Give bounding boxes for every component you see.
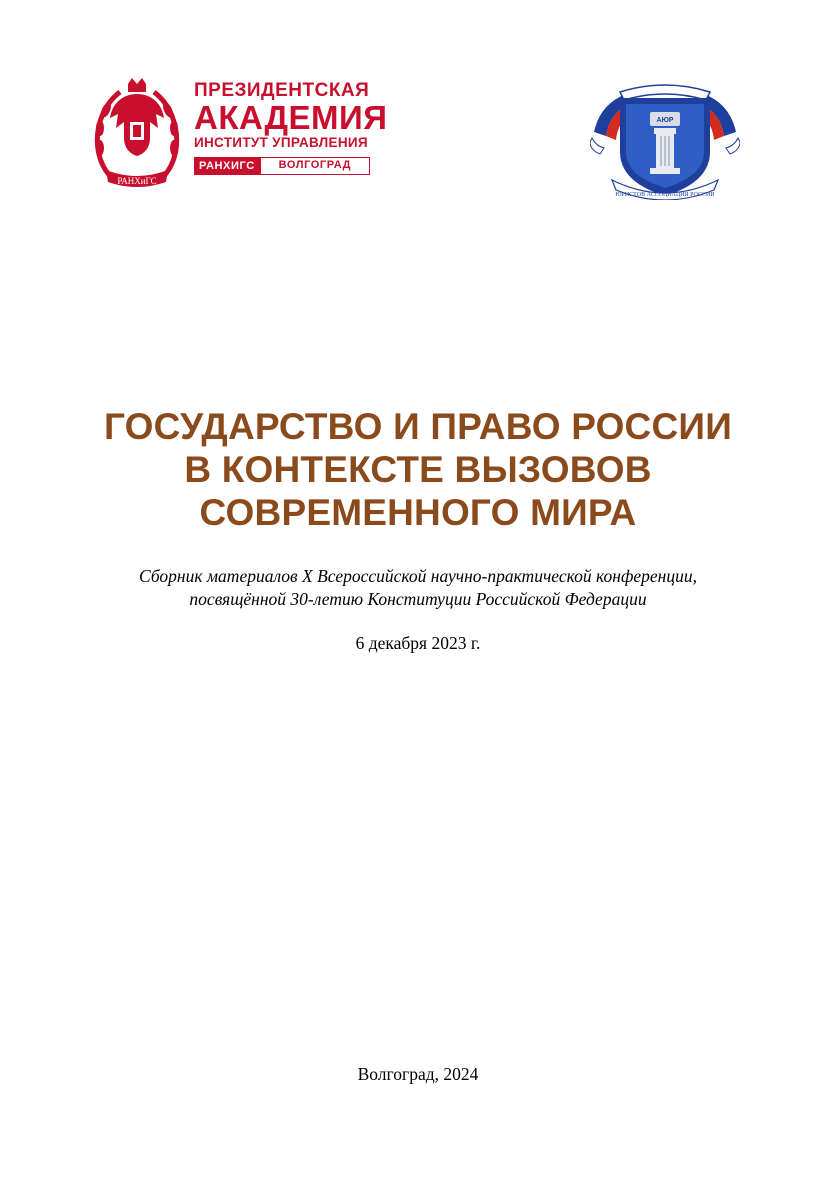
title-line-3: СОВРЕМЕННОГО МИРА <box>199 492 637 533</box>
academy-badge <box>194 157 370 175</box>
academy-name-line2: АКАДЕМИЯ <box>194 99 388 136</box>
svg-text:АЮР: АЮР <box>656 117 674 124</box>
subtitle-line-2: посвящённой 30-летию Конституции Российской Федерации <box>189 589 647 609</box>
badge-volgograd: ВОЛГОГРАД <box>260 157 370 175</box>
conference-date: 6 декабря 2023 г. <box>355 633 481 653</box>
subtitle-line-1: Сборник материалов X Всероссийской научно-практической конференции, <box>139 566 697 586</box>
academy-logo <box>92 78 388 196</box>
association-emblem-icon <box>590 82 740 200</box>
document-title <box>0 405 836 534</box>
academy-name-line3: ИНСТИТУТ УПРАВЛЕНИЯ <box>194 135 368 150</box>
academy-wordmark <box>194 78 388 175</box>
badge-ranhigs: РАНХИГС <box>194 157 260 175</box>
title-line-2: В КОНТЕКСТЕ ВЫЗОВОВ <box>184 449 652 490</box>
lawyers-association-logo <box>590 82 740 200</box>
title-line-1: ГОСУДАРСТВО И ПРАВО РОССИИ <box>103 406 732 447</box>
eagle-emblem-icon <box>92 78 182 194</box>
academy-name-line1: ПРЕЗИДЕНТСКАЯ <box>194 80 370 101</box>
svg-text:РАНХиГС: РАНХиГС <box>117 176 157 186</box>
document-subtitle <box>0 565 836 611</box>
publication-place-year: Волгоград, 2024 <box>357 1064 479 1084</box>
svg-text:ЮРИСТОВ АССОЦИАЦИЯ РОССИИ: ЮРИСТОВ АССОЦИАЦИЯ РОССИИ <box>615 192 715 198</box>
